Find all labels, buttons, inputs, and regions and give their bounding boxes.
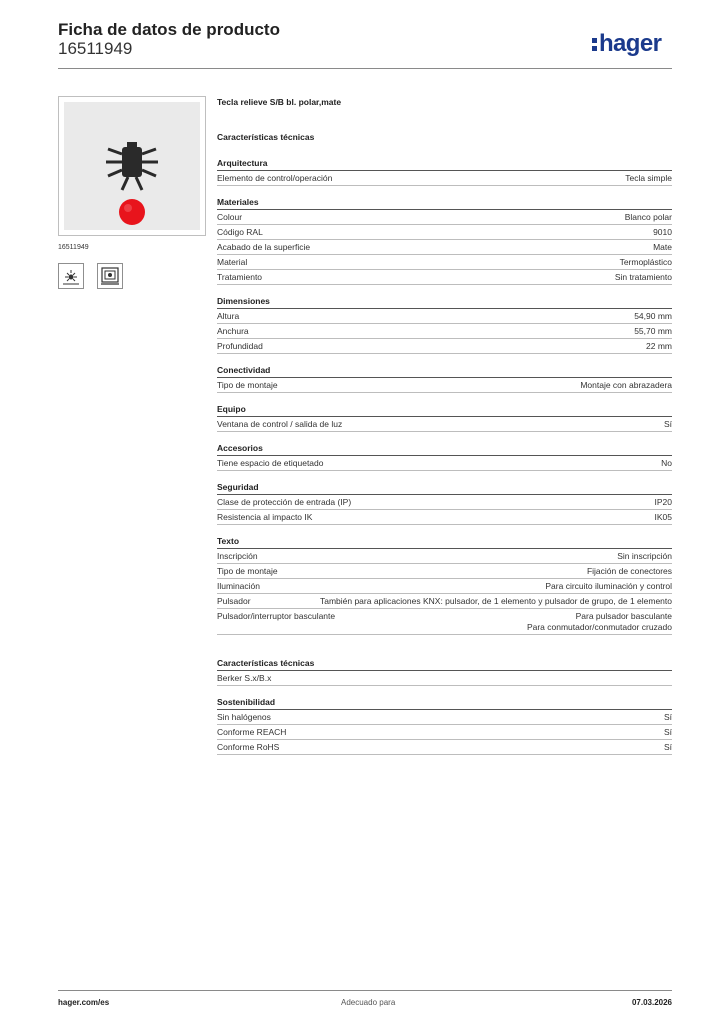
spec-row <box>217 564 672 579</box>
hager-logo <box>592 24 676 58</box>
spec-row <box>217 417 672 432</box>
spec-row <box>217 671 672 686</box>
spec-value: Sí <box>663 419 672 429</box>
spec-section-title: Conectividad <box>217 364 672 378</box>
spec-row <box>217 495 672 510</box>
spec-label: Acabado de la superficie <box>217 242 311 252</box>
spec-row <box>217 324 672 339</box>
spec-label: Sin halógenos <box>217 712 271 722</box>
spec-row <box>217 339 672 354</box>
spec-label: Elemento de control/operación <box>217 173 333 183</box>
flush-mount-icon[interactable] <box>97 263 123 289</box>
spec-sections-extra <box>217 657 672 755</box>
spec-label: Iluminación <box>217 581 260 591</box>
spec-row <box>217 240 672 255</box>
spec-section <box>217 535 672 635</box>
spec-row <box>217 609 672 635</box>
section-title: Características técnicas <box>217 132 315 142</box>
spec-label: Inscripción <box>217 551 258 561</box>
spec-row <box>217 270 672 285</box>
spec-label: Tipo de montaje <box>217 380 278 390</box>
spec-section-title: Características técnicas <box>217 657 672 671</box>
spec-row <box>217 309 672 324</box>
product-name: Tecla relieve S/B bl. polar,mate <box>217 97 342 107</box>
spec-label: Altura <box>217 311 240 321</box>
spec-row <box>217 594 672 609</box>
spec-row <box>217 549 672 564</box>
spec-section <box>217 657 672 686</box>
spec-row <box>217 579 672 594</box>
spec-label: Tratamiento <box>217 272 263 282</box>
spec-label: Tiene espacio de etiquetado <box>217 458 324 468</box>
spec-label: Pulsador <box>217 596 251 606</box>
spec-section-title: Seguridad <box>217 481 672 495</box>
footer-website[interactable]: hager.com/es <box>58 998 110 1007</box>
spec-value: Mate <box>653 242 672 252</box>
spec-label: Conforme REACH <box>217 727 287 737</box>
product-number: 16511949 <box>58 39 133 58</box>
spec-row <box>217 510 672 525</box>
logo-text: hager <box>599 30 662 57</box>
spec-label: Ventana de control / salida de luz <box>217 419 343 429</box>
spec-section-title: Equipo <box>217 403 672 417</box>
spec-value: 22 mm <box>646 341 672 351</box>
spec-section <box>217 295 672 354</box>
spec-label: Resistencia al impacto IK <box>217 512 313 522</box>
spec-label: Colour <box>217 212 243 222</box>
spec-value: 55,70 mm <box>634 326 672 336</box>
spec-label: Berker S.x/B.x <box>217 673 272 683</box>
spec-row <box>217 456 672 471</box>
spec-sections <box>217 157 672 635</box>
spec-section <box>217 364 672 393</box>
spec-label: Conforme RoHS <box>217 742 280 752</box>
spec-label: Clase de protección de entrada (IP) <box>217 497 352 507</box>
spec-value: Termoplástico <box>619 257 672 267</box>
spec-section <box>217 196 672 285</box>
spec-label: Pulsador/interruptor basculante <box>217 611 336 621</box>
spec-row <box>217 740 672 755</box>
spec-value: Sí <box>663 712 672 722</box>
spec-value: No <box>661 458 672 468</box>
spec-row <box>217 210 672 225</box>
spec-value: Para circuito iluminación y control <box>545 581 672 591</box>
spec-section-title: Dimensiones <box>217 295 672 309</box>
spec-section <box>217 481 672 525</box>
spec-row <box>217 378 672 393</box>
spec-value: Fijación de conectores <box>586 566 672 576</box>
spec-row <box>217 171 672 186</box>
spec-value: Sin inscripción <box>617 551 672 561</box>
rocker-switch-image <box>64 102 200 230</box>
footer-divider <box>58 990 672 991</box>
spec-label: Tipo de montaje <box>217 566 278 576</box>
spec-value: Para pulsador basculante Para conmutador/conmutador cruzado <box>526 611 672 632</box>
spec-section <box>217 696 672 755</box>
spec-value: IK05 <box>654 512 672 522</box>
spec-value: Sí <box>663 727 672 737</box>
spec-value: Montaje con abrazadera <box>580 380 672 390</box>
spec-label: Material <box>217 257 248 267</box>
spec-row <box>217 255 672 270</box>
spec-row <box>217 225 672 240</box>
footer-date: 07.03.2026 <box>631 998 672 1007</box>
header-divider <box>58 68 672 69</box>
spec-value: Sí <box>663 742 672 752</box>
spec-value: 9010 <box>653 227 672 237</box>
spec-label: Profundidad <box>217 341 263 351</box>
spec-section-title: Sostenibilidad <box>217 696 672 710</box>
dimmer-light-icon[interactable] <box>58 263 84 289</box>
spec-value: Sin tratamiento <box>614 272 672 282</box>
spec-section <box>217 157 672 186</box>
spec-row <box>217 710 672 725</box>
photo-caption: 16511949 <box>58 244 89 251</box>
spec-section <box>217 442 672 471</box>
logo-dot-top <box>592 38 597 43</box>
footer-suitability: Adecuado para <box>341 998 396 1007</box>
spec-label: Anchura <box>217 326 249 336</box>
logo-dot-bottom <box>592 46 597 51</box>
spec-value: IP20 <box>654 497 672 507</box>
spec-section <box>217 403 672 432</box>
spec-row <box>217 725 672 740</box>
spec-value: También para aplicaciones KNX: pulsador, de 1 elemento y pulsador de grupo, de 1 elemento <box>319 596 672 606</box>
spec-value: Tecla simple <box>625 173 672 183</box>
spec-section-title: Arquitectura <box>217 157 672 171</box>
spec-content <box>217 96 672 765</box>
document-title: Ficha de datos de producto <box>58 20 280 39</box>
spec-section-title: Texto <box>217 535 672 549</box>
spec-section-title: Materiales <box>217 196 672 210</box>
product-photo <box>58 96 206 236</box>
spec-section-title: Accesorios <box>217 442 672 456</box>
spec-value: Blanco polar <box>624 212 672 222</box>
spec-label: Código RAL <box>217 227 263 237</box>
spec-value: 54,90 mm <box>634 311 672 321</box>
